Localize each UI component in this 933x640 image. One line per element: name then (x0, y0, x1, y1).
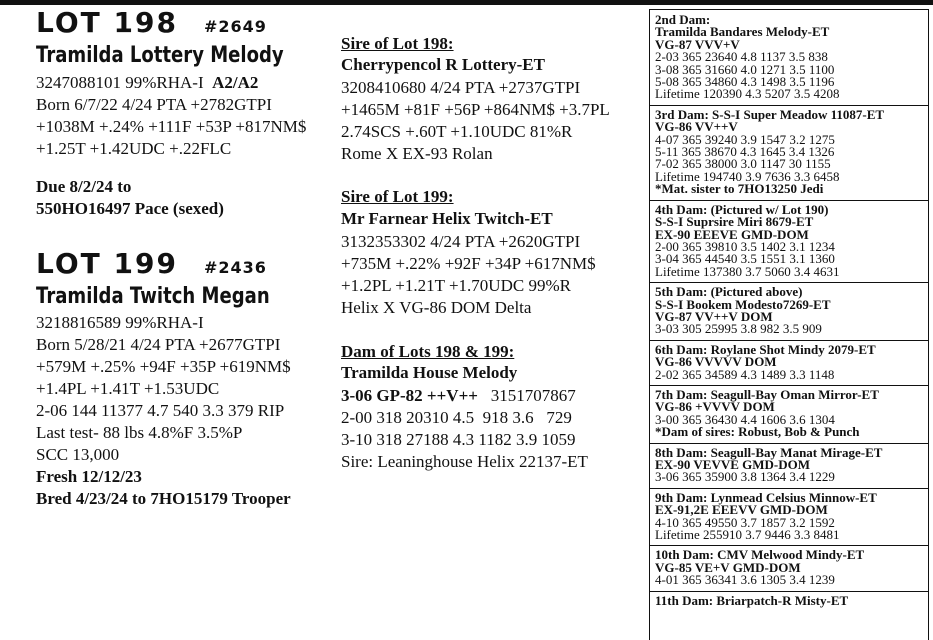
dam-record: 3-10 318 27188 4.3 1182 3.9 1059 (341, 430, 576, 449)
pedigree-dam-entry (655, 341, 928, 382)
pedigree-dam-entry (655, 14, 928, 101)
sire-199-line: Helix X VG-86 DOM Delta (341, 298, 532, 317)
pedigree-divider (650, 385, 929, 386)
pedigree-divider (650, 545, 929, 546)
pedigree-heading-line: Tramilda Bandares Melody-ET (655, 24, 830, 40)
sire-199-name: Mr Farnear Helix Twitch-ET (341, 209, 553, 228)
pedigree-divider (650, 443, 929, 444)
pedigree-heading-line: *Dam of sires: Robust, Bob & Punch (655, 424, 860, 440)
pedigree-heading-line: S-S-I Suprsire Miri 8679-ET (655, 214, 814, 230)
lot-199-cow-name: Tramilda Twitch Megan (36, 284, 270, 309)
lot-198-cow-name: Tramilda Lottery Melody (36, 43, 284, 68)
pedigree-dam-entry (655, 592, 928, 608)
lot-198-label: LOT 198 (36, 6, 178, 39)
lot-199-line1: 3218816589 99%RHA-I (36, 313, 204, 332)
lot-198-line1 (36, 72, 258, 94)
lot-199-label: LOT 199 (36, 247, 178, 280)
dam-heading: Dam of Lots 198 & 199: (341, 342, 515, 361)
dam-id: 3151707867 (490, 386, 576, 405)
pedigree-heading-line: 8th Dam: Seagull-Bay Manat Mirage-ET (655, 444, 883, 460)
lot-198-line4: +1.25T +1.42UDC +.22FLC (36, 139, 232, 158)
pedigree-heading-line: VG-87 VVV+V (655, 36, 740, 52)
pedigree-record-line: 3-04 365 44540 3.5 1551 3.1 1360 (655, 251, 835, 267)
dam-record: 2-00 318 20310 4.5 918 3.6 729 (341, 408, 572, 427)
pedigree-divider (650, 340, 929, 341)
pedigree-list (650, 10, 928, 607)
top-rule (0, 0, 933, 5)
pedigree-heading-line: 10th Dam: CMV Melwood Mindy-ET (655, 547, 865, 563)
pedigree-heading-line: VG-85 VE+V GMD-DOM (655, 559, 801, 575)
pedigree-heading-line: 3rd Dam: S-S-I Super Meadow 11087-ET (655, 106, 885, 122)
pedigree-heading-line: VG-87 VV++V DOM (655, 308, 773, 324)
pedigree-heading-line: 5th Dam: (Pictured above) (655, 284, 803, 300)
pedigree-record-line: 5-11 365 38670 4.3 1645 3.4 1326 (655, 144, 835, 160)
pedigree-record-line: 2-03 365 23640 4.8 1137 3.5 838 (655, 49, 828, 65)
pedigree-dam-entry (655, 386, 928, 440)
pedigree-heading-line: 6th Dam: Roylane Shot Mindy 2079-ET (655, 341, 876, 357)
pedigree-heading-line: VG-86 VV++V (655, 119, 738, 135)
pedigree-dam-entry (655, 444, 928, 485)
sire-199-line: +1.2PL +1.21T +1.70UDC 99%R (341, 276, 571, 295)
lot-199-number: #2436 (203, 258, 267, 277)
sire-198-line: +1465M +81F +56P +864NM$ +3.7PL (341, 100, 610, 119)
pedigree-record-line: 4-07 365 39240 3.9 1547 3.2 1275 (655, 131, 835, 147)
pedigree-dam-entry (655, 489, 928, 543)
lot-199-heading (36, 247, 267, 280)
pedigree-heading-line: VG-86 VVVVV DOM (655, 354, 777, 370)
dam-score: 3-06 GP-82 ++V++ (341, 386, 478, 405)
pedigree-divider (650, 591, 929, 592)
pedigree-heading-line: 2nd Dam: (655, 12, 711, 27)
pedigree-heading-line: EX-90 EEEVE GMD-DOM (655, 226, 809, 242)
pedigree-divider (650, 200, 929, 201)
pedigree-record-line: 4-10 365 49550 3.7 1857 3.2 1592 (655, 514, 835, 530)
lot-198-heading (36, 6, 267, 39)
lot-199-line7: SCC 13,000 (36, 445, 120, 464)
lot-198-due-sire: 550HO16497 Pace (sexed) (36, 199, 224, 218)
sire-199-line: +735M +.22% +92F +34P +617NM$ (341, 254, 596, 273)
sire-198-name: Cherrypencol R Lottery-ET (341, 55, 545, 74)
sire-198-line: 3208410680 4/24 PTA +2737GTPI (341, 78, 581, 97)
pedigree-heading-line: S-S-I Bookem Modesto7269-ET (655, 296, 831, 312)
lot-198-a2: A2/A2 (212, 73, 259, 92)
dam-sire: Sire: Leaninghouse Helix 22137-ET (341, 452, 588, 471)
lot-199-line4: +1.4PL +1.41T +1.53UDC (36, 379, 220, 398)
pedigree-divider (650, 282, 929, 283)
lot-198-number: #2649 (203, 17, 267, 36)
pedigree-heading-line: EX-91,2E EEEVV GMD-DOM (655, 502, 828, 518)
pedigree-record-line: Lifetime 120390 4.3 5207 3.5 4208 (655, 86, 840, 102)
pedigree-divider (650, 488, 929, 489)
dam-name: Tramilda House Melody (341, 363, 518, 382)
lot-199-line2: Born 5/28/21 4/24 PTA +2677GTPI (36, 335, 281, 354)
pedigree-heading-line: 11th Dam: Briarpatch-R Misty-ET (655, 592, 849, 608)
pedigree-heading-line: *Mat. sister to 7HO13250 Jedi (655, 181, 824, 197)
pedigree-box (649, 9, 929, 640)
sire-198-line: Rome X EX-93 Rolan (341, 144, 493, 163)
pedigree-heading-line: VG-86 +VVVV DOM (655, 399, 775, 415)
pedigree-record-line: 3-08 365 31660 4.0 1271 3.5 1100 (655, 61, 835, 77)
lot-198-line3: +1038M +.24% +111F +53P +817NM$ (36, 117, 307, 136)
dam-classification (341, 385, 576, 407)
pedigree-record-line: 3-00 365 36430 4.4 1606 3.6 1304 (655, 411, 835, 427)
sire-199-heading: Sire of Lot 199: (341, 187, 454, 206)
pedigree-record-line: 7-02 365 38000 3.0 1147 30 1155 (655, 156, 831, 172)
pedigree-heading-line: 7th Dam: Seagull-Bay Oman Mirror-ET (655, 386, 879, 402)
lot-199-line3: +579M +.25% +94F +35P +619NM$ (36, 357, 291, 376)
lot-198-line2: Born 6/7/22 4/24 PTA +2782GTPI (36, 95, 272, 114)
pedigree-dam-entry (655, 201, 928, 279)
lot-199-fresh: Fresh 12/12/23 (36, 467, 142, 486)
pedigree-dam-entry (655, 106, 928, 197)
pedigree-dam-entry (655, 549, 928, 586)
pedigree-record-line: 4-01 365 36341 3.6 1305 3.4 1239 (655, 572, 835, 588)
sire-198-heading: Sire of Lot 198: (341, 34, 454, 53)
lot-199-bred: Bred 4/23/24 to 7HO15179 Trooper (36, 489, 291, 508)
lot-199-line5: 2-06 144 11377 4.7 540 3.3 379 RIP (36, 401, 285, 420)
pedigree-record-line: Lifetime 137380 3.7 5060 3.4 4631 (655, 263, 840, 279)
pedigree-record-line: 3-03 305 25995 3.8 982 3.5 909 (655, 321, 822, 337)
sire-199-line: 3132353302 4/24 PTA +2620GTPI (341, 232, 581, 251)
pedigree-heading-line: EX-90 VEVVE GMD-DOM (655, 457, 811, 472)
pedigree-record-line: 5-08 365 34860 4.3 1498 3.5 1196 (655, 74, 835, 90)
sire-198-line: 2.74SCS +.60T +1.10UDC 81%R (341, 122, 573, 141)
pedigree-heading-line: 4th Dam: (Pictured w/ Lot 190) (655, 201, 829, 217)
pedigree-heading-line: 9th Dam: Lynmead Celsius Minnow-ET (655, 489, 877, 505)
lot-199-line6: Last test- 88 lbs 4.8%F 3.5%P (36, 423, 243, 442)
lot-198-due: Due 8/2/24 to (36, 177, 132, 196)
pedigree-record-line: Lifetime 194740 3.9 7636 3.3 6458 (655, 168, 840, 184)
pedigree-dam-entry (655, 286, 928, 336)
pedigree-record-line: 3-06 365 35900 3.8 1364 3.4 1229 (655, 469, 835, 485)
pedigree-record-line: Lifetime 255910 3.7 9446 3.3 8481 (655, 527, 840, 543)
pedigree-record-line: 2-00 365 39810 3.5 1402 3.1 1234 (655, 238, 835, 254)
lot-198-id: 3247088101 99%RHA-I (36, 73, 204, 92)
pedigree-divider (650, 105, 929, 106)
pedigree-record-line: 2-02 365 34589 4.3 1489 3.3 1148 (655, 366, 835, 382)
